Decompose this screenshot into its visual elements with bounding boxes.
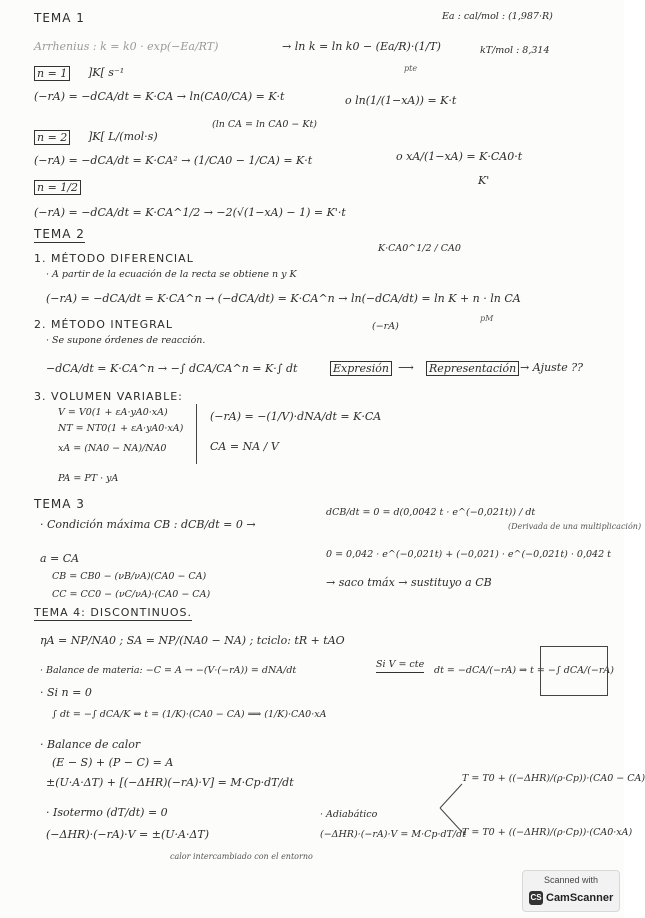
total-moles-equation: NT = NT0(1 + εA·yA0·xA)	[58, 423, 184, 434]
partial-pressure-equation: PA = PT · yA	[58, 473, 119, 484]
differential-rate-label: (−rA)	[372, 321, 399, 332]
integral-method-title: 2. MÉTODO INTEGRAL	[34, 318, 173, 331]
differential-method-desc: · A partir de la ecuación de la recta se obtiene n y K	[46, 269, 297, 280]
fit-question: → Ajuste ??	[520, 361, 584, 374]
energy-balance: ±(U·A·ΔT) + [(−ΔHR)(−rA)·V] = M·Cp·dT/dt	[46, 776, 294, 789]
order-2-units: ]K[ L/(mol·s)	[88, 130, 158, 143]
order-half-equation: (−rA) = −dCA/dt = K·CA^1/2 → −2(√(1−xA) − 1) = K'·t	[34, 206, 346, 219]
integral-method-equation: −dCA/dt = K·CA^n → −∫ dCA/CA^n = K·∫ dt	[46, 362, 298, 375]
order-2-note: (ln CA = ln CA0 − Kt)	[212, 119, 317, 130]
temperature-eq-2: T = T0 + ((−ΔHR)/(ρ·Cp))·(CA0·xA)	[462, 827, 633, 838]
variable-volume-rate: (−rA) = −(1/V)·dNA/dt = K·CA	[210, 410, 382, 423]
boxed-integral	[540, 646, 608, 696]
order-2-label: n = 2	[34, 130, 70, 145]
camscanner-badge	[522, 870, 620, 912]
derivative-equation: dCB/dt = 0 = d(0,0042 t · e^(−0,021t)) / dt	[326, 507, 536, 518]
expression-box: Expresión	[330, 361, 392, 376]
arrhenius-equation: Arrhenius : k = k0 · exp(−Ea/RT)	[34, 40, 219, 53]
cc-equation: CC = CC0 − (νC/νA)·(CA0 − CA)	[52, 589, 211, 600]
arrow: ⟶	[398, 361, 414, 374]
order-1-alt-equation: o ln(1/(1−xA)) = K·t	[345, 94, 457, 107]
mass-balance: · Balance de materia: −C = A → −(V·(−rA)) = dNA/dt	[40, 665, 297, 676]
tema3-title: TEMA 3	[34, 497, 85, 511]
circled-case: a = CA	[40, 552, 80, 565]
time-integral: dt = −dCA/(−rA) ⇒ t = −∫ dCA/(−rA)	[434, 665, 614, 676]
gas-constant-note: kT/mol : 8,314	[480, 45, 550, 56]
ea-units-note: Ea : cal/mol : (1,987·R)	[442, 11, 553, 22]
derivative-zero-equation: 0 = 0,042 · e^(−0,021t) + (−0,021) · e^(−0,021t) · 0,042 t	[326, 549, 611, 560]
order-1-equation: (−rA) = −dCA/dt = K·CA → ln(CA0/CA) = K·t	[34, 90, 285, 103]
yield-selectivity: ηA = NP/NA0 ; SA = NP/(NA0 − NA) ; tciclo: tR + tAO	[40, 634, 345, 647]
camscanner-name: CamScanner	[546, 892, 614, 904]
branch-lines	[438, 780, 464, 836]
isothermal-case: · Isotermo (dT/dt) = 0	[46, 806, 168, 819]
representation-box: Representación	[426, 361, 519, 376]
zero-order-case: · Si n = 0	[40, 686, 92, 699]
k-prime-label: K'	[478, 174, 490, 187]
zero-order-integral: ∫ dt = −∫ dCA/K ⇒ t = (1/K)·(CA0 − CA) ⟹ (1/K)·CA0·xA	[52, 709, 327, 720]
isothermal-note: calor intercambiado con el entorno	[170, 852, 313, 861]
order-2-equation: (−rA) = −dCA/dt = K·CA² → (1/CA0 − 1/CA) = K·t	[34, 154, 313, 167]
order-1-units: ]K[ s⁻¹	[88, 66, 125, 79]
order-1-label: n = 1	[34, 66, 70, 81]
differential-method-equation: (−rA) = −dCA/dt = K·CA^n → (−dCA/dt) = K·CA^n → ln(−dCA/dt) = ln K + n · ln CA	[46, 292, 521, 305]
tema4-title: TEMA 4: DISCONTINUOS.	[34, 606, 193, 619]
concentration-equation: CA = NA / V	[210, 440, 279, 453]
heat-balance-title: · Balance de calor	[40, 738, 141, 751]
conversion-equation: xA = (NA0 − NA)/NA0	[58, 443, 167, 454]
derivative-note: (Derivada de una multiplicación)	[508, 522, 642, 531]
constant-volume-note: Si V = cte	[376, 658, 424, 673]
max-condition: · Condición máxima CB : dCB/dt = 0 →	[40, 518, 256, 531]
slope-label: pte	[404, 64, 418, 73]
volume-equation: V = V0(1 + εA·yA0·xA)	[58, 407, 168, 418]
order-half-k-expression: K·CA0^1/2 / CA0	[378, 243, 461, 254]
order-2-alt-equation: o xA/(1−xA) = K·CA0·t	[396, 150, 523, 163]
tema1-title: TEMA 1	[34, 11, 85, 25]
adiabatic-equation: (−ΔHR)·(−rA)·V = M·Cp·dT/dt	[320, 829, 466, 840]
scanned-with-label: Scanned with	[543, 875, 599, 885]
energy-general: (E − S) + (P − C) = A	[52, 756, 174, 769]
ln-k-equation: → ln k = ln k0 − (Ea/R)·(1/T)	[282, 40, 441, 53]
tema2-title: TEMA 2	[34, 227, 85, 241]
cb-equation: CB = CB0 − (νB/νA)(CA0 − CA)	[52, 571, 207, 582]
order-half-label: n = 1/2	[34, 180, 81, 195]
tmax-note: → saco tmáx → sustituyo a CB	[326, 576, 492, 589]
integral-method-desc: · Se supone órdenes de reacción.	[46, 335, 206, 346]
differential-method-title: 1. MÉTODO DIFERENCIAL	[34, 252, 194, 265]
divider-line	[196, 404, 197, 464]
camscanner-logo-icon: CS	[529, 891, 543, 905]
variable-volume-title: 3. VOLUMEN VARIABLE:	[34, 390, 183, 403]
adiabatic-case: · Adiabático	[320, 809, 378, 820]
slope-pm-label: pM	[480, 314, 494, 323]
temperature-eq-1: T = T0 + ((−ΔHR)/(ρ·Cp))·(CA0 − CA)	[462, 773, 645, 784]
isothermal-equation: (−ΔHR)·(−rA)·V = ±(U·A·ΔT)	[46, 828, 210, 841]
